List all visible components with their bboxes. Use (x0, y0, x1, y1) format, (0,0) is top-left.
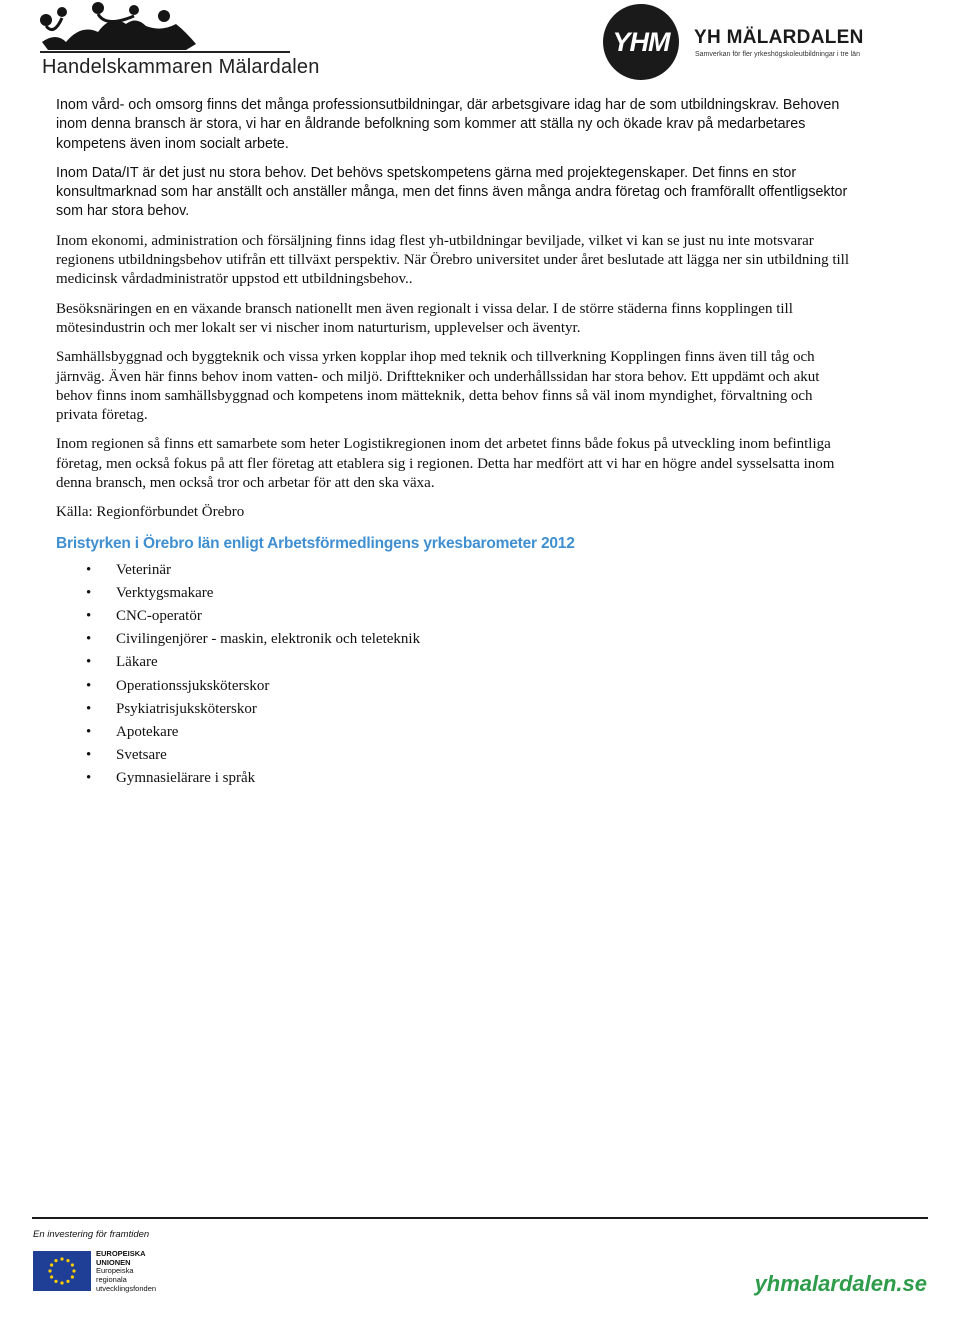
eu-fund-text (96, 1250, 156, 1294)
document-body (56, 96, 856, 791)
eu-line: EUROPEISKA (96, 1249, 146, 1258)
paragraph-care: Inom vård- och omsorg finns det många professionsutbildningar, där arbetsgivare idag har de som utbildningskrav. Behoven inom denna bransch är stora, vi har en åldrande befolkning som kommer att ställa ny och ökade krav på medarbetares kompetens även inom socialt arbete. (56, 97, 840, 152)
paragraph-logistics: Inom regionen så finns ett samarbete som heter Logistikregionen inom det arbetet finns både fokus på utveckling inom befintliga företag, men också fokus på att fler företag att etablera sig i regionen. Detta har medfört att vi har en högre andel sysselsatta inom denna bransch, men också tror och arbetar för att den ska växa. (56, 436, 835, 492)
paragraph-tourism: Besöksnäringen en en växande bransch nationellt men även regionalt i vissa delar. I de större städerna finns kopplingen till mötesindustrin och mer lokalt ser vi nischer inom naturturism, upplevelser och äventyr. (56, 300, 793, 336)
header-logo-rule (40, 51, 290, 53)
eu-line: regionala (96, 1275, 127, 1285)
list-item: • CNC-operatör (56, 605, 856, 628)
eu-line: UNIONEN (96, 1257, 131, 1267)
footer-rule (32, 1217, 928, 1219)
page-header (0, 0, 960, 90)
yhm-logo-mark: YHM (603, 4, 679, 80)
list-item: • Gymnasielärare i språk (56, 767, 856, 790)
footer-investment-text: En investering för framtiden (33, 1229, 150, 1240)
eu-line: utvecklingsfonden (96, 1283, 157, 1293)
paragraph-construction: Samhällsbyggnad och byggteknik och vissa yrken kopplar ihop med teknik och tillverkning Kopplingen finns även till tåg och järnväg. Även här finns behov inom vatten- och miljö. Drifttekniker och underhållssidan har stora behov. Ett uppdämt och akut behov finns inom samhällsbyggnad och kompetens inom mätteknik, detta behov finns så väl inom myndighet, förvaltning och privata företag. (56, 349, 820, 424)
list-item: • Läkare (56, 651, 856, 674)
website-link[interactable]: yhmalardalen.se (754, 1271, 927, 1296)
paragraph-it: Inom Data/IT är det just nu stora behov. Det behövs spetskompetens gärna med projektegenskaper. Det finns en stor konsultmarknad som har anställt och anställer många, men det finns även många andra företag och framförallt offentligsektor som har stora behov. (56, 164, 848, 220)
eu-flag-icon (33, 1251, 91, 1291)
handelskammaren-logo-text: Handelskammaren Mälardalen (42, 56, 320, 78)
eu-line: Europeiska (96, 1266, 134, 1276)
list-item: • Psykiatrisjuksköterskor (56, 698, 856, 721)
yhm-logo-tagline: Samverkan för fler yrkeshögskoleutbildningar i tre län (695, 51, 860, 58)
section-heading: Bristyrken i Örebro län enligt Arbetsförmedlingens yrkesbarometer 2012 (56, 534, 575, 552)
list-item: • Svetsare (56, 744, 856, 767)
list-item: • Operationssjuksköterskor (56, 675, 856, 698)
shortage-occupation-list (56, 559, 856, 791)
yhm-logo-name: YH MÄLARDALEN (694, 27, 864, 48)
list-item: • Veterinär (56, 559, 856, 582)
list-item: • Civilingenjörer - maskin, elektronik och teleteknik (56, 628, 856, 651)
list-item: • Verktygsmakare (56, 582, 856, 605)
paragraph-economy: Inom ekonomi, administration och försäljning finns idag flest yh-utbildningar beviljade, vilket vi kan se just nu inte motsvarar regionens utbildningsbehov utifrån ett tillväxt perspektiv. När Örebro universitet under året beslutade att lägga ner sin utbildning till medicinsk vårdadministratör uppstod ett utbildningsbehov.. (56, 232, 849, 288)
list-item: • Apotekare (56, 721, 856, 744)
source-line: Källa: Regionförbundet Örebro (56, 504, 245, 521)
